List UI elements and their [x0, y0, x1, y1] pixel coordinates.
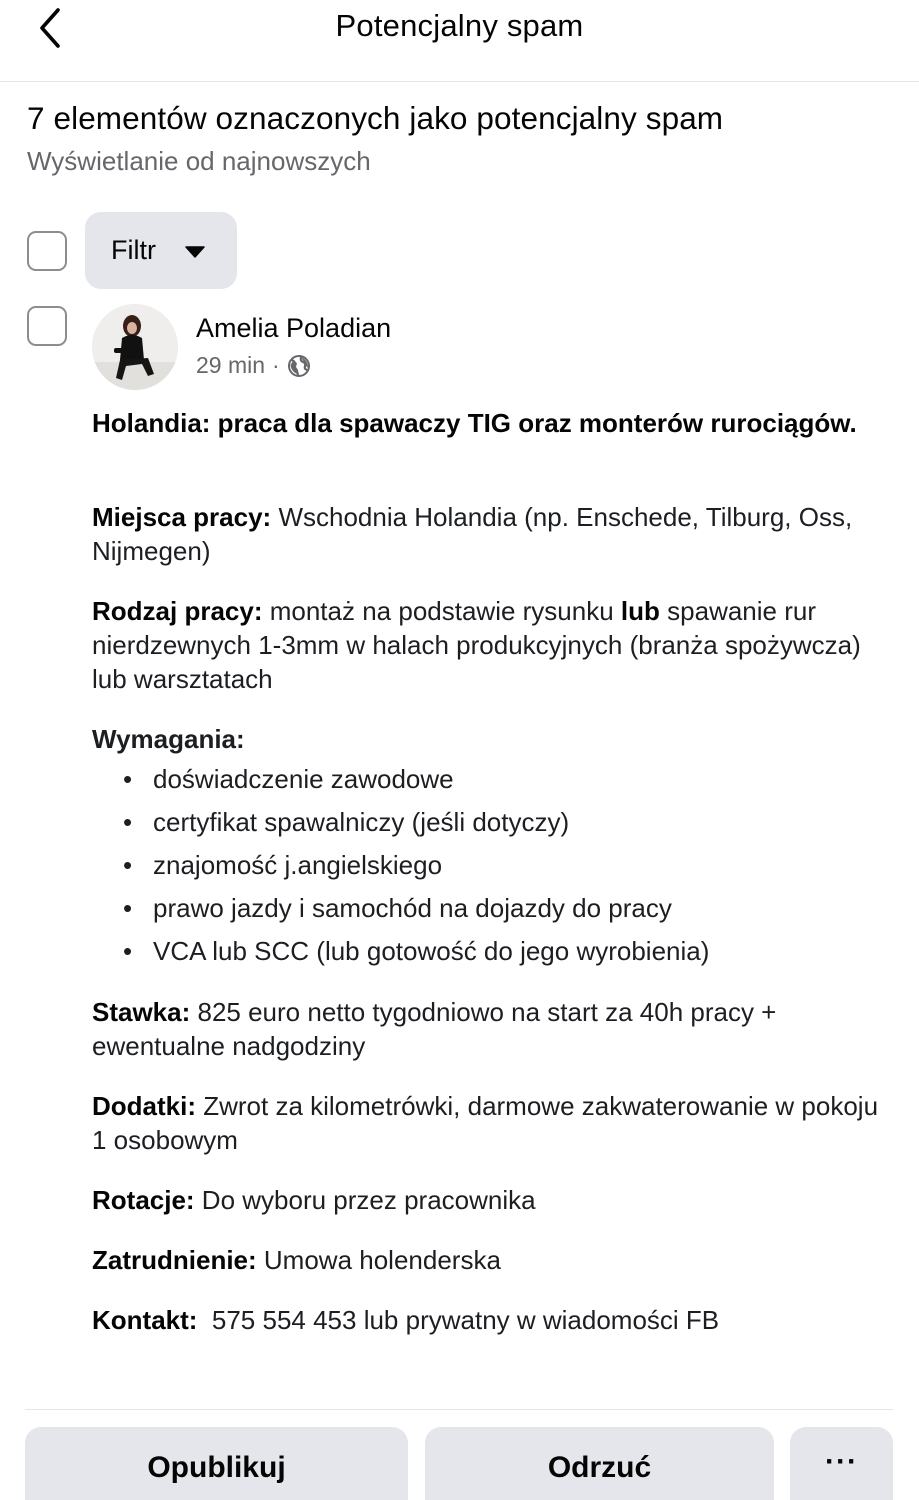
extras-label: Dodatki:: [92, 1091, 196, 1121]
requirement-text: prawo jazdy i samochód na dojazdy do pracy: [153, 893, 672, 923]
post-rate: [92, 995, 882, 1063]
globe-icon: [287, 354, 311, 378]
publish-label: Opublikuj: [147, 1451, 286, 1484]
extras-text: Zwrot za kilometrówki, darmowe zakwaterowanie w pokoju 1 osobowym: [92, 1091, 879, 1155]
list-item: [92, 893, 882, 936]
requirements-label: Wymagania:: [92, 724, 245, 754]
divider: [25, 1409, 893, 1410]
contact-text: 575 554 453 lub prywatny w wiadomości FB: [197, 1305, 720, 1335]
work-text-bold: lub: [620, 596, 660, 626]
top-bar: [0, 0, 919, 82]
reject-button[interactable]: [425, 1427, 774, 1500]
post-location: [92, 500, 882, 568]
filter-button[interactable]: [85, 212, 237, 289]
page-title: Potencjalny spam: [335, 8, 584, 43]
requirement-text: znajomość j.angielskiego: [153, 850, 443, 880]
location-label: Miejsca pracy:: [92, 502, 272, 532]
post-contact: [92, 1303, 882, 1337]
bullet: •: [123, 936, 133, 966]
rate-text: 825 euro netto tygodniowo na start za 40h pracy + ewentualne nadgodziny: [92, 997, 777, 1061]
employment-text: Umowa holenderska: [256, 1245, 501, 1275]
select-all-checkbox[interactable]: [27, 231, 67, 271]
more-options-icon: ···: [825, 1445, 858, 1478]
employment-label: Zatrudnienie:: [92, 1245, 257, 1275]
bullet: •: [123, 764, 133, 794]
post-time[interactable]: 29 min: [196, 352, 266, 378]
requirement-text: VCA lub SCC (lub gotowość do jego wyrobienia): [153, 936, 710, 966]
bullet: •: [123, 850, 133, 880]
avatar[interactable]: [92, 304, 178, 390]
publish-button[interactable]: [25, 1427, 408, 1500]
post-rotation: [92, 1183, 882, 1217]
filter-label: Filtr: [111, 235, 156, 265]
post-meta: [196, 352, 311, 379]
post-headline: Holandia: praca dla spawaczy TIG oraz monterów rurociągów.: [92, 408, 857, 438]
requirements-list: [92, 764, 882, 979]
rate-label: Stawka:: [92, 997, 191, 1027]
caret-down-icon: [185, 246, 205, 258]
meta-separator: ·: [272, 352, 280, 378]
post-work-type: [92, 594, 882, 696]
list-item: [92, 764, 882, 807]
post-extras: [92, 1089, 882, 1157]
sort-order-label: Wyświetlanie od najnowszych: [27, 146, 371, 176]
post-employment: [92, 1243, 882, 1277]
spam-count-heading: 7 elementów oznaczonych jako potencjalny spam: [27, 100, 724, 136]
work-text-2: spawanie rur nierdzewnych 1-3mm w halach produkcyjnych (branża spożywcza) lub warsztatach: [92, 596, 861, 694]
requirement-text: doświadczenie zawodowe: [153, 764, 454, 794]
bullet: •: [123, 893, 133, 923]
bullet: •: [123, 807, 133, 837]
list-item: [92, 850, 882, 893]
work-text-1: montaż na podstawie rysunku: [262, 596, 621, 626]
rotation-text: Do wyboru przez pracownika: [194, 1185, 536, 1215]
avatar-photo: [92, 304, 178, 390]
location-text: Wschodnia Holandia (np. Enschede, Tilburg, Oss, Nijmegen): [92, 502, 853, 566]
more-options-button[interactable]: [790, 1427, 893, 1500]
rotation-label: Rotacje:: [92, 1185, 195, 1215]
list-item: [92, 807, 882, 850]
contact-label: Kontakt:: [92, 1305, 198, 1335]
post-author[interactable]: Amelia Poladian: [196, 313, 392, 343]
requirement-text: certyfikat spawalniczy (jeśli dotyczy): [153, 807, 570, 837]
work-label: Rodzaj pracy:: [92, 596, 263, 626]
list-item: [92, 936, 882, 979]
post-body: [92, 406, 882, 1363]
post-checkbox[interactable]: [27, 306, 67, 346]
reject-label: Odrzuć: [547, 1451, 652, 1484]
